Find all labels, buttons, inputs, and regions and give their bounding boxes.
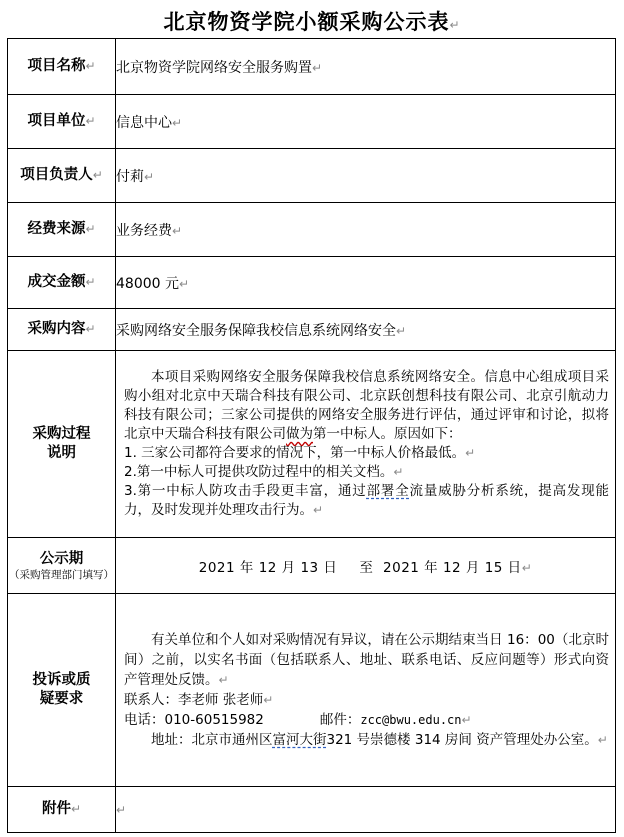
complaint-contact: 联系人：李老师 张老师↵ <box>124 692 274 708</box>
process-item-1: 1. 三家公司都符合要求的情况下，第一中标人价格最低。↵ <box>124 445 476 461</box>
value-content: 采购网络安全服务保障我校信息系统网络安全↵ <box>116 309 616 351</box>
paragraph-mark: ↵ <box>449 18 461 32</box>
row-period <box>8 538 616 594</box>
value-complaint <box>116 594 616 787</box>
value-period: 2021 年 12 月 13 日 至 2021 年 12 月 15 日↵ <box>116 538 616 594</box>
value-amount: 48000 元↵ <box>116 257 616 309</box>
complaint-paragraph: 有关单位和个人如对采购情况有异议，请在公示期结束当日 16：00（北京时间）之前，以实名书面（包括联系人、地址、联系电话、反应问题等）形式向资产管理处反馈。↵ <box>124 632 609 688</box>
page-title: 北京物资学院小额采购公示表↵ <box>163 10 461 34</box>
procurement-form-table <box>7 38 616 833</box>
value-attachment: ↵ <box>116 787 616 833</box>
label-project-unit: 项目单位↵ <box>8 95 116 149</box>
label-project-lead: 项目负责人↵ <box>8 149 116 203</box>
row-amount <box>8 257 616 309</box>
process-item-2: 2.第一中标人可提供攻防过程中的相关文档。↵ <box>124 464 404 480</box>
label-amount: 成交金额↵ <box>8 257 116 309</box>
row-project-name <box>8 39 616 95</box>
process-item-3: 3.第一中标人防攻击手段更丰富，通过部署全流量威胁分析系统，提高发现能力，及时发现并处理攻击行为。↵ <box>124 483 609 518</box>
value-project-name: 北京物资学院网络安全服务购置↵ <box>116 39 616 95</box>
value-funding: 业务经费↵ <box>116 203 616 257</box>
value-process <box>116 351 616 538</box>
row-funding <box>8 203 616 257</box>
row-project-unit <box>8 95 616 149</box>
label-attachment: 附件↵ <box>8 787 116 833</box>
email-address: zcc@bwu.edu.cn <box>360 713 462 727</box>
row-process <box>8 351 616 538</box>
complaint-phone-email: 电话：010-60515982 邮件：zcc@bwu.edu.cn↵ <box>124 712 472 728</box>
label-period: 公示期 （采购管理部门填写） <box>8 538 116 594</box>
label-process: 采购过程说明 <box>8 351 116 538</box>
label-funding: 经费来源↵ <box>8 203 116 257</box>
value-project-unit: 信息中心↵ <box>116 95 616 149</box>
row-complaint <box>8 594 616 787</box>
row-attachment <box>8 787 616 833</box>
label-complaint: 投诉或质疑要求 <box>8 594 116 787</box>
complaint-address: 地址：北京市通州区富河大街321 号崇德楼 314 房间 资产管理处办公室。↵ <box>151 732 608 748</box>
row-content <box>8 309 616 351</box>
process-paragraph: 本项目采购网络安全服务保障我校信息系统网络安全。信息中心组成项目采购小组对北京中天瑞合科技有限公司、北京跃创想科技有限公司、北京引航动力科技有限公司；三家公司提供的网络安全服务进行评估，通过评审和讨论，拟将北京中天瑞合科技有限公司做为第一中标人。原因如下： <box>124 369 609 442</box>
label-content: 采购内容↵ <box>8 309 116 351</box>
value-project-lead: 付莉↵ <box>116 149 616 203</box>
row-project-lead <box>8 149 616 203</box>
label-project-name: 项目名称↵ <box>8 39 116 95</box>
